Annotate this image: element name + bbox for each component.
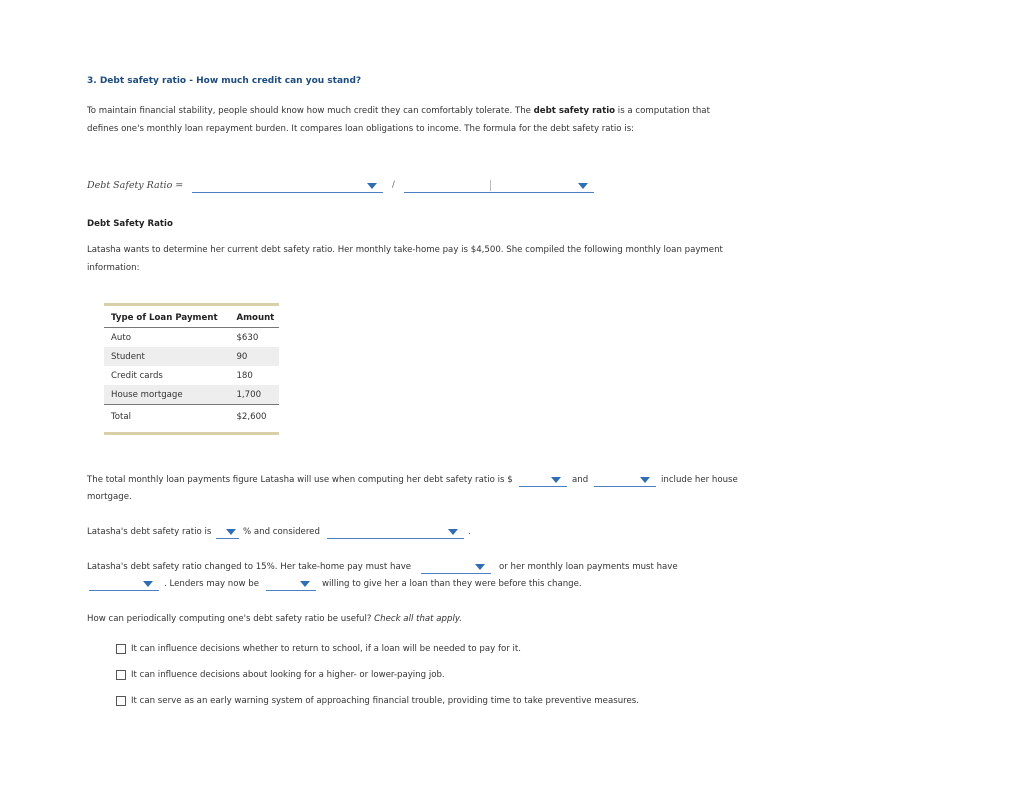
q4-prompt: How can periodically computing one's debt safety ratio be useful? [87,614,372,624]
q3-pay-dropdown[interactable] [421,561,491,574]
text-cursor-mark [490,180,491,191]
table-row [104,366,279,385]
q2-text-c: . [468,527,471,537]
row-amount: 1,700 [229,385,279,405]
q2-text-a: Latasha's debt safety ratio is [87,527,212,537]
option-checkbox[interactable] [116,644,126,654]
row-type: Student [104,347,229,366]
intro-text-a: To maintain financial stability, people should know how much credit they can comfortably tolerate. The [87,106,534,116]
option-label: It can influence decisions about looking for a higher- or lower-paying job. [131,670,445,680]
table-total-row [104,405,279,433]
loan-payment-table [104,303,279,435]
question-title: 3. Debt safety ratio - How much credit can you stand? [87,76,362,86]
chevron-down-icon [367,183,377,189]
row-type: House mortgage [104,385,229,405]
section-text-line-1: Latasha wants to determine her current debt safety ratio. Her monthly take-home pay is $4,500. She compiled the following monthly loan payment [87,245,723,255]
q1-text-d: mortgage. [87,492,132,502]
formula-denominator-dropdown[interactable] [404,180,594,193]
intro-bold-term: debt safety ratio [533,106,616,116]
chevron-down-icon [143,581,153,587]
q1-text-c: include her house [661,475,738,485]
row-type: Credit cards [111,370,163,381]
table-row [104,385,279,405]
option-checkbox[interactable] [116,670,126,680]
q2-rating-dropdown[interactable] [327,526,464,539]
chevron-down-icon [551,477,561,483]
section-heading: Debt Safety Ratio [87,219,173,229]
row-amount: 180 [236,370,253,381]
q3-text-d: willing to give her a loan than they were before this change. [322,579,582,589]
chevron-down-icon [475,564,485,570]
q3-text-c: . Lenders may now be [164,579,259,589]
row-amount: $630 [236,332,259,343]
chevron-down-icon [300,581,310,587]
total-amount: $2,600 [229,405,279,433]
q1-total-dropdown[interactable] [519,474,567,487]
table-header-row [104,306,279,328]
row-type: Auto [111,332,131,343]
chevron-down-icon [578,183,588,189]
q4-prompt-line [87,614,462,624]
intro-text-b: is a computation that [615,106,710,116]
intro-line-1 [87,106,710,116]
total-label: Total [104,405,229,433]
section-text-line-2: information: [87,263,140,273]
q3-text-b: or her monthly loan payments must have [499,562,678,572]
q2-text-b: % and considered [243,527,320,537]
q1-text-a: The total monthly loan payments figure Latasha will use when computing her debt safety ratio is $ [87,475,513,485]
option-label: It can influence decisions whether to return to school, if a loan will be needed to pay for it. [131,644,521,654]
chevron-down-icon [640,477,650,483]
row-amount: 90 [229,347,279,366]
q4-instruction: Check all that apply. [374,614,462,624]
q1-include-dropdown[interactable] [594,474,656,487]
option-label: It can serve as an early warning system of approaching financial trouble, providing time to take preventive measures. [131,696,639,706]
formula-label: Debt Safety Ratio = [87,180,184,191]
header-amount: Amount [229,306,279,328]
formula-divider: / [392,180,395,190]
q3-lenders-dropdown[interactable] [266,578,316,591]
chevron-down-icon [226,529,236,535]
table-row [104,347,279,366]
q3-text-a: Latasha's debt safety ratio changed to 15%. Her take-home pay must have [87,562,412,572]
formula-numerator-dropdown[interactable] [192,180,383,193]
chevron-down-icon [448,529,458,535]
header-type: Type of Loan Payment [104,306,229,328]
q3-payments-dropdown[interactable] [89,578,159,591]
option-checkbox[interactable] [116,696,126,706]
q2-ratio-dropdown[interactable] [216,526,239,539]
q1-text-b: and [572,475,589,485]
intro-line-2: defines one's monthly loan repayment burden. It compares loan obligations to income. The formula for the debt safety ratio is: [87,124,635,134]
table-row [104,328,279,348]
